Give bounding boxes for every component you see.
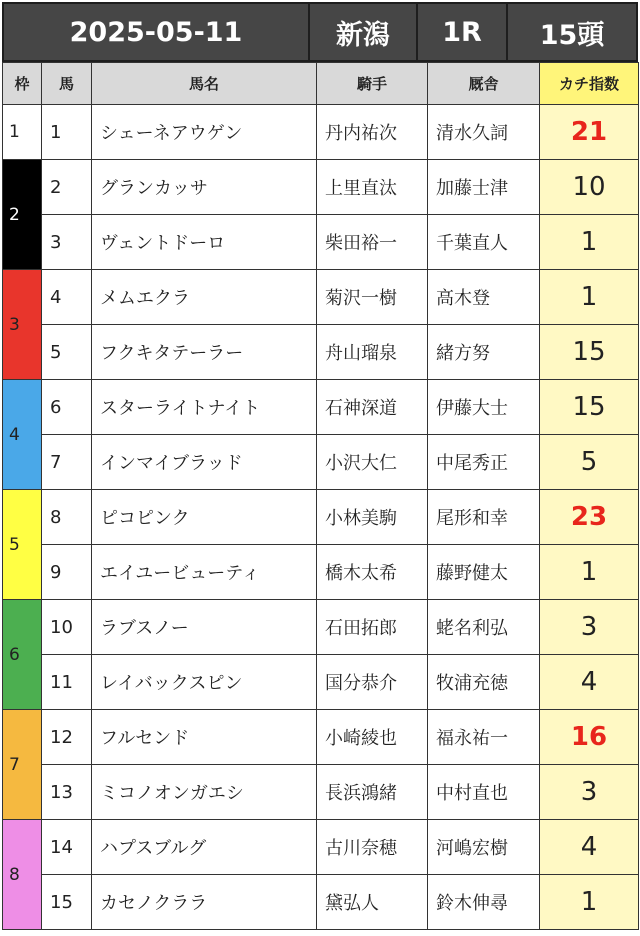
waku-cell: 7 <box>3 710 42 820</box>
score-cell: 4 <box>540 820 639 875</box>
trainer-cell: 牧浦充徳 <box>428 655 540 710</box>
horse-name-cell: グランカッサ <box>92 160 317 215</box>
horse-name-cell: ラブスノー <box>92 600 317 655</box>
score-cell: 1 <box>540 215 639 270</box>
horse-name-cell: エイユービューティ <box>92 545 317 600</box>
jockey-cell: 菊沢一樹 <box>317 270 428 325</box>
jockey-cell: 橋木太希 <box>317 545 428 600</box>
horse-name-cell: メムエクラ <box>92 270 317 325</box>
trainer-cell: 清水久詞 <box>428 105 540 160</box>
col-header-waku: 枠 <box>3 63 42 105</box>
jockey-cell: 丹内祐次 <box>317 105 428 160</box>
jockey-cell: 小崎綾也 <box>317 710 428 765</box>
jockey-cell: 石神深道 <box>317 380 428 435</box>
horse-number-cell: 3 <box>42 215 92 270</box>
jockey-cell: 古川奈穂 <box>317 820 428 875</box>
jockey-cell: 長浜鴻緒 <box>317 765 428 820</box>
score-cell: 1 <box>540 545 639 600</box>
col-header-jockey: 騎手 <box>317 63 428 105</box>
score-cell: 16 <box>540 710 639 765</box>
runner-count: 15頭 <box>539 19 605 51</box>
table-row <box>3 215 639 270</box>
waku-cell: 1 <box>3 105 42 160</box>
horse-number-cell: 8 <box>42 490 92 545</box>
score-cell: 1 <box>540 270 639 325</box>
horse-number-cell: 15 <box>42 875 92 930</box>
horse-number-cell: 14 <box>42 820 92 875</box>
trainer-cell: 加藤士津 <box>428 160 540 215</box>
score-cell: 5 <box>540 435 639 490</box>
waku-cell: 5 <box>3 490 42 600</box>
horse-name-cell: ピコピンク <box>92 490 317 545</box>
horse-number-cell: 4 <box>42 270 92 325</box>
trainer-cell: 中尾秀正 <box>428 435 540 490</box>
race-header <box>2 2 638 62</box>
race-venue: 新潟 <box>310 4 418 60</box>
table-row <box>3 435 639 490</box>
horse-name-cell: フルセンド <box>92 710 317 765</box>
score-cell: 3 <box>540 600 639 655</box>
score-cell: 10 <box>540 160 639 215</box>
horse-name-cell: ヴェントドーロ <box>92 215 317 270</box>
waku-cell: 6 <box>3 600 42 710</box>
score-cell: 15 <box>540 325 639 380</box>
trainer-cell: 中村直也 <box>428 765 540 820</box>
col-header-trainer: 厩舎 <box>428 63 540 105</box>
table-row <box>3 600 639 655</box>
race-card <box>2 2 638 930</box>
trainer-cell: 藤野健太 <box>428 545 540 600</box>
horse-name-cell: カセノクララ <box>92 875 317 930</box>
score-cell: 1 <box>540 875 639 930</box>
entries-table <box>2 62 639 930</box>
table-row <box>3 545 639 600</box>
horse-number-cell: 10 <box>42 600 92 655</box>
race-number: 1R <box>418 4 508 60</box>
table-body <box>3 105 639 930</box>
horse-number-cell: 13 <box>42 765 92 820</box>
trainer-cell: 伊藤大士 <box>428 380 540 435</box>
trainer-cell: 福永祐一 <box>428 710 540 765</box>
table-row <box>3 380 639 435</box>
horse-name-cell: レイバックスピン <box>92 655 317 710</box>
trainer-cell: 河嶋宏樹 <box>428 820 540 875</box>
trainer-cell: 尾形和幸 <box>428 490 540 545</box>
horse-name-cell: ハプスブルグ <box>92 820 317 875</box>
horse-name-cell: フクキタテーラー <box>92 325 317 380</box>
table-row <box>3 875 639 930</box>
horse-number-cell: 5 <box>42 325 92 380</box>
horse-number-cell: 7 <box>42 435 92 490</box>
score-cell: 21 <box>540 105 639 160</box>
table-row <box>3 710 639 765</box>
waku-cell: 8 <box>3 820 42 930</box>
col-header-score: カチ指数 <box>540 63 639 105</box>
trainer-cell: 緒方努 <box>428 325 540 380</box>
jockey-cell: 黛弘人 <box>317 875 428 930</box>
jockey-cell: 上里直汰 <box>317 160 428 215</box>
jockey-cell: 小林美駒 <box>317 490 428 545</box>
table-row <box>3 490 639 545</box>
score-cell: 23 <box>540 490 639 545</box>
trainer-cell: 高木登 <box>428 270 540 325</box>
horse-name-cell: インマイブラッド <box>92 435 317 490</box>
jockey-cell: 小沢大仁 <box>317 435 428 490</box>
jockey-cell: 国分恭介 <box>317 655 428 710</box>
table-row <box>3 160 639 215</box>
trainer-cell: 鈴木伸尋 <box>428 875 540 930</box>
trainer-cell: 千葉直人 <box>428 215 540 270</box>
race-date: 2025-05-11 <box>4 4 310 60</box>
col-header-num: 馬 <box>42 63 92 105</box>
score-cell: 3 <box>540 765 639 820</box>
jockey-cell: 舟山瑠泉 <box>317 325 428 380</box>
table-row <box>3 270 639 325</box>
horse-number-cell: 2 <box>42 160 92 215</box>
table-row <box>3 105 639 160</box>
score-cell: 15 <box>540 380 639 435</box>
table-row <box>3 655 639 710</box>
table-row <box>3 325 639 380</box>
horse-name-cell: スターライトナイト <box>92 380 317 435</box>
horse-number-cell: 11 <box>42 655 92 710</box>
table-row <box>3 820 639 875</box>
waku-cell: 3 <box>3 270 42 380</box>
horse-number-cell: 1 <box>42 105 92 160</box>
horse-name-cell: ミコノオンガエシ <box>92 765 317 820</box>
trainer-cell: 蛯名利弘 <box>428 600 540 655</box>
jockey-cell: 石田拓郎 <box>317 600 428 655</box>
score-cell: 4 <box>540 655 639 710</box>
horse-name-cell: シェーネアウゲン <box>92 105 317 160</box>
horse-number-cell: 6 <box>42 380 92 435</box>
horse-number-cell: 12 <box>42 710 92 765</box>
waku-cell: 4 <box>3 380 42 490</box>
waku-cell: 2 <box>3 160 42 270</box>
table-row <box>3 765 639 820</box>
horse-number-cell: 9 <box>42 545 92 600</box>
col-header-name: 馬名 <box>92 63 317 105</box>
jockey-cell: 柴田裕一 <box>317 215 428 270</box>
table-header-row <box>3 63 639 105</box>
